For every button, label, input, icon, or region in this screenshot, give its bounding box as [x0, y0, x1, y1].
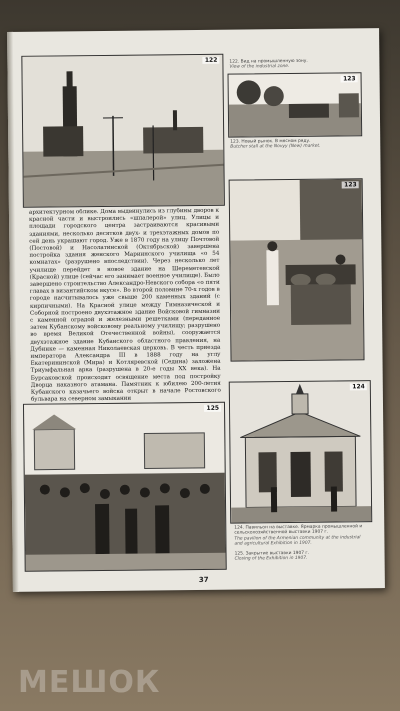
caption-122 — [229, 58, 361, 70]
photo-123-market-street — [228, 72, 363, 137]
caption-en: Butcher stall at the Novyy (New) market. — [230, 144, 321, 151]
photo-number: 123 — [343, 75, 356, 83]
photo-124-pavilion — [229, 380, 372, 523]
page-number: 37 — [198, 575, 209, 584]
caption-124 — [234, 524, 366, 547]
watermark-text: МЕШОК — [18, 664, 161, 700]
photo-number: 125 — [206, 404, 220, 412]
caption-ru: 125. Закрытие выставки 1907 г. — [234, 550, 310, 557]
photo-number: 122 — [204, 56, 218, 64]
caption-ru: 122. Вид на промышленную зону. — [229, 58, 308, 65]
caption-125 — [235, 550, 367, 562]
book-page — [7, 28, 385, 592]
caption-ru: 124. Павильон на выставке. Ярмарка промышленной и сельскохозяйственной выставки 1907 г. — [234, 524, 363, 537]
watermark-logo — [18, 662, 160, 702]
caption-en: Closing of the Exhibition in 1907. — [234, 556, 308, 563]
caption-123 — [230, 138, 362, 150]
caption-en: View of the industrial zone. — [229, 64, 290, 71]
photo-butcher-stall — [229, 178, 365, 361]
photo-122-industrial-zone — [21, 54, 225, 208]
caption-en: The pavilion of the Armenian community at the industrial and agricultural Exhibition in 1907. — [234, 535, 361, 547]
caption-ru: 123. Новый рынок. В мясном ряду. — [230, 138, 311, 145]
body-text: архитектурном облике. Дома выдвинулись из глубины дворов к красной части и выстроились «шпалерой» улиц. Улицы и площади городского центра застраиваются красивыми зданиями, несколько десятков двух- и трехэтажных домов по сей день украшают город. Уже в 1870 году на улицу Почтовой (Постовой) и Насолатинской (Октябрьской) завершена постройка здания женского Мариинского училища «о 54 комнатах» (разрушено впоследствии). Через несколько лет училище перейдет в новое здание на Шереметевской (Красной) улице (сейчас его занимает военное училище). Было завершено строительство Александро-Невского собора «о пяти главах в византийском вкусе». Во второй половине 70-х годов в городе насчитывалось уже свыше 200 каменных зданий (с кирпичными). На Красной улице между Гимназической и Соборной построено двухэтажное здание Войсковой гимназии с каменной оградой и железными решетками (переданное затем Кубанскому войсковому реальному училищу; разрушено во время Великой Отечественной войны), сооружается двухэтажное здание Кубанского областного правления, на Дубинке — каменная Николаевская церковь. В честь приезда императора Александра III в 1888 году на углу Екатерининской (Мира) и Котляревской (Седина) заложена Триумфальная арка (разрушена в 20-е годы XX века). На Бурсаковской происходит освящение места под постройку Дворца наказного атамана. Памятник к юбилею 200-летия Кубанского казачьего войска открыт в начале Ростовского бульвара на северном замыкании — [28, 207, 221, 404]
photo-number: 124 — [352, 383, 365, 391]
photo-number: 123 — [344, 181, 357, 189]
